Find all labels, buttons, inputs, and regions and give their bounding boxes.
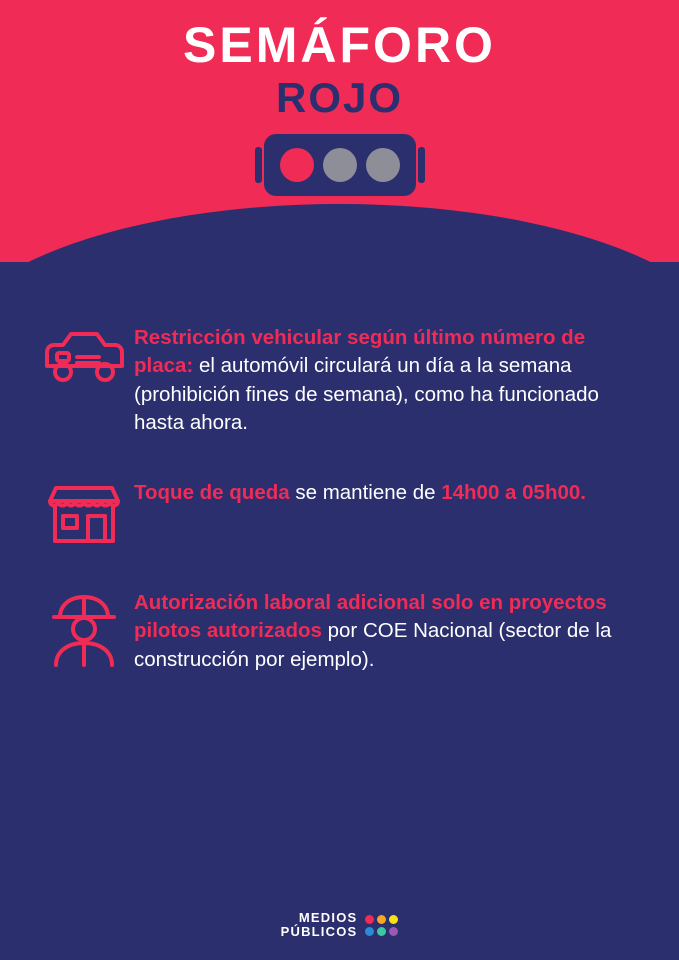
amber-light <box>323 148 357 182</box>
footer-logo-line1: MEDIOS <box>298 909 358 925</box>
store-icon <box>34 479 134 547</box>
footer-dot-6 <box>389 927 398 936</box>
traffic-light-bracket-right <box>418 147 425 183</box>
list-item <box>34 324 637 437</box>
footer-logo-dots <box>365 915 398 936</box>
list-item-body: el automóvil circulará un día a la semana (prohibición fines de semana), como ha funcionado hasta ahora. <box>134 354 599 434</box>
red-light <box>280 148 314 182</box>
list-item-highlight: Autorización laboral adicional solo en proyectos pilotos autorizados <box>134 591 607 643</box>
list-item-highlight: Restricción vehicular según último número de placa: <box>134 326 586 378</box>
list-item <box>34 589 637 674</box>
page-title-line1: SEMÁFORO <box>183 17 496 73</box>
footer-logo-text <box>281 911 358 940</box>
poster-header <box>0 0 679 262</box>
footer-logo-line2: PÚBLICOS <box>280 924 358 940</box>
list-item-text <box>134 324 637 437</box>
list-item-text <box>134 589 637 674</box>
construction-worker-icon <box>34 589 134 669</box>
page-title-line2: ROJO <box>275 74 404 121</box>
list-item-highlight-2: 14h00 a 05h00. <box>441 481 586 505</box>
list-item-body: por COE Nacional (sector de la construcción por ejemplo). <box>134 619 612 671</box>
list-item-body: se mantiene de <box>289 481 442 505</box>
traffic-light-icon <box>264 134 416 196</box>
list-item-text <box>134 479 637 507</box>
car-icon <box>34 324 134 384</box>
footer-dot-2 <box>377 915 386 924</box>
footer-dot-1 <box>365 915 374 924</box>
traffic-light-bracket-left <box>255 147 262 183</box>
measures-list <box>0 262 679 674</box>
header-curve-divider <box>0 204 679 262</box>
footer-dot-4 <box>365 927 374 936</box>
header-inner <box>0 0 679 196</box>
list-item-highlight: Toque de queda <box>134 481 290 505</box>
green-light <box>366 148 400 182</box>
footer-logo <box>0 911 679 940</box>
footer-dot-3 <box>389 915 398 924</box>
list-item <box>34 479 637 547</box>
footer-dot-5 <box>377 927 386 936</box>
